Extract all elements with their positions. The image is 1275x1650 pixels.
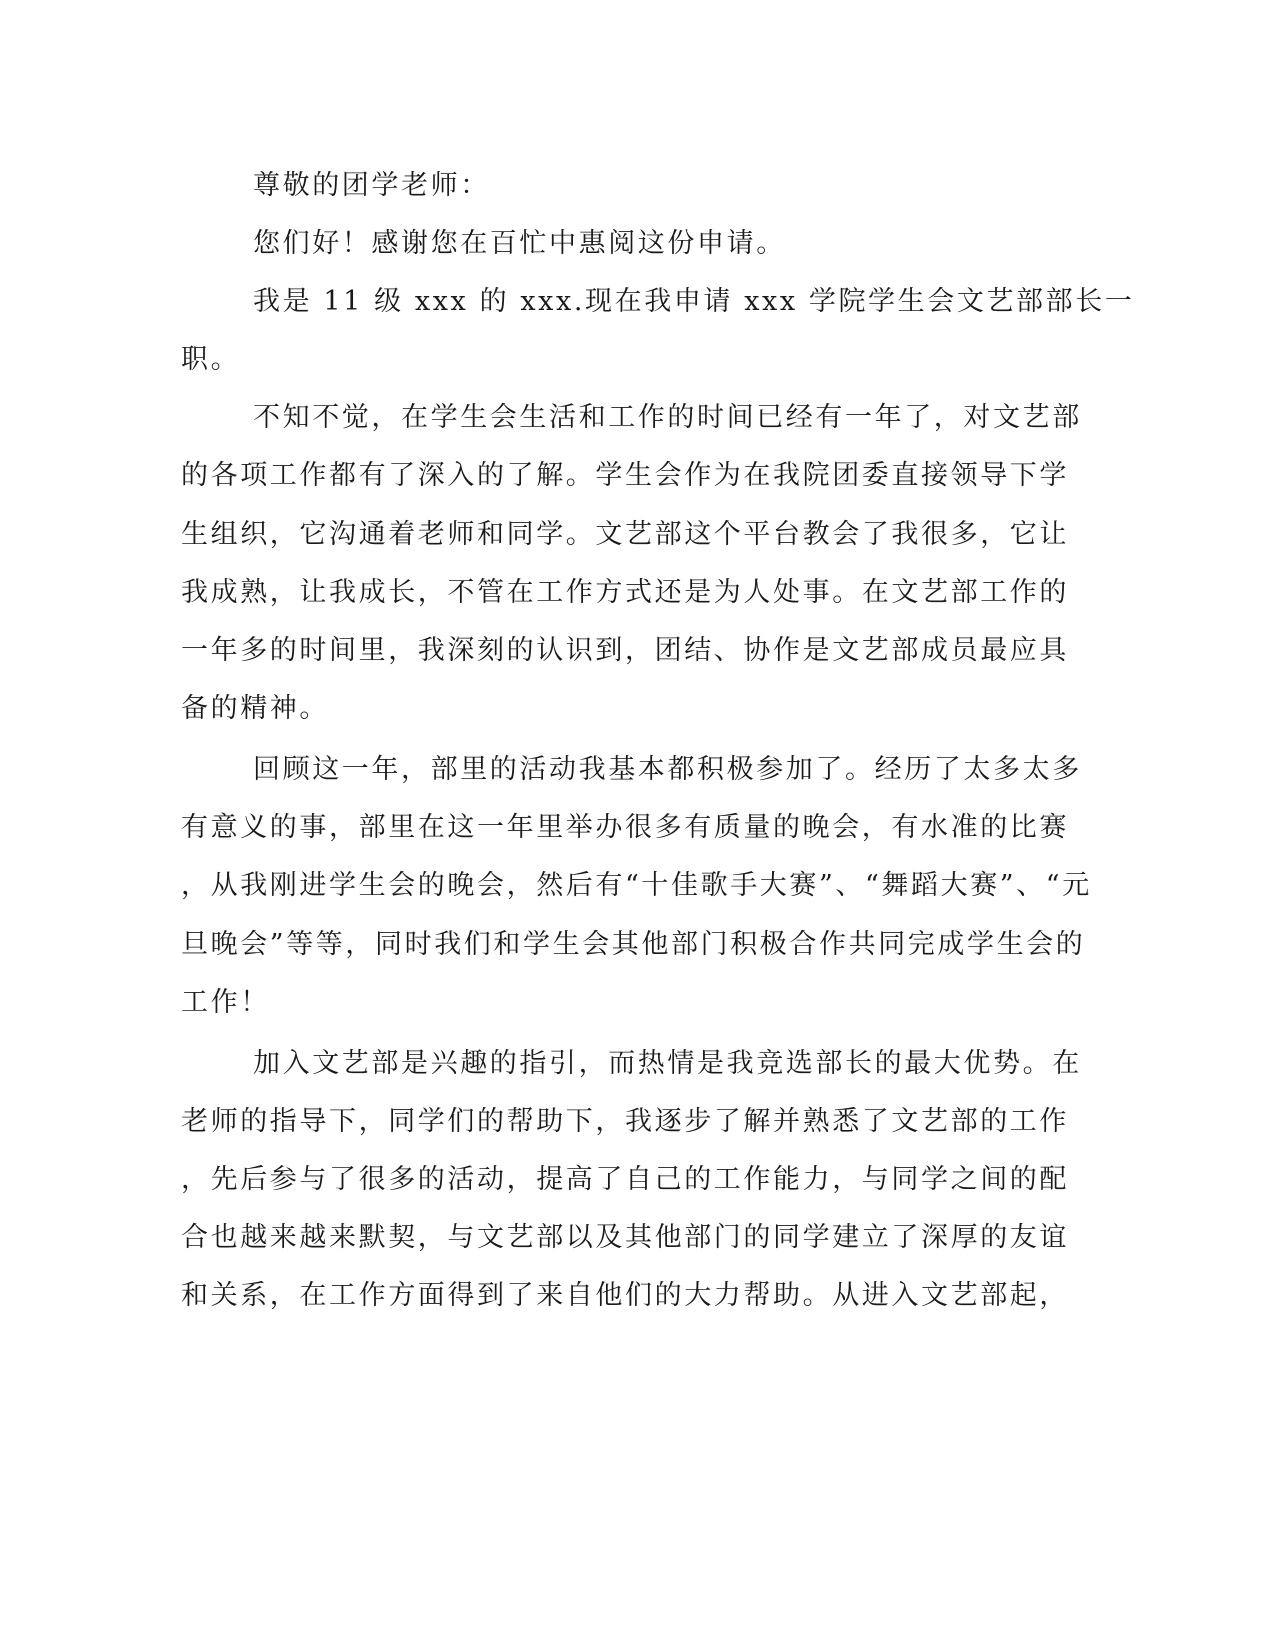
paragraph-line: 加入文艺部是兴趣的指引，而热情是我竞选部长的最大优势。在	[253, 1048, 1082, 1079]
paragraph-line: 合也越来越来默契，与文艺部以及其他部门的同学建立了深厚的友谊	[181, 1222, 1069, 1253]
paragraph-line: ，先后参与了很多的活动，提高了自己的工作能力，与同学之间的配	[181, 1164, 1069, 1195]
paragraph-line: 备的精神。	[181, 693, 329, 724]
paragraph-line: 老师的指导下，同学们的帮助下，我逐步了解并熟悉了文艺部的工作	[181, 1106, 1069, 1137]
paragraph-line: 和关系，在工作方面得到了来自他们的大力帮助。从进入文艺部起，	[181, 1280, 1069, 1311]
paragraph-line: 生组织，它沟通着老师和同学。文艺部这个平台教会了我很多，它让	[181, 519, 1069, 550]
salutation: 尊敬的团学老师：	[253, 170, 490, 201]
paragraph-line: 一年多的时间里，我深刻的认识到，团结、协作是文艺部成员最应具	[181, 635, 1069, 666]
paragraph-line: ，从我刚进学生会的晚会，然后有“十佳歌手大赛”、“舞蹈大赛”、“元	[181, 870, 1092, 901]
paragraph-line: 回顾这一年，部里的活动我基本都积极参加了。经历了太多太多	[253, 754, 1082, 785]
paragraph-line: 旦晚会”等等，同时我们和学生会其他部门积极合作共同完成学生会的	[181, 929, 1086, 960]
paragraph-line: 的各项工作都有了深入的了解。学生会作为在我院团委直接领导下学	[181, 460, 1069, 491]
paragraph-line: 我成熟，让我成长，不管在工作方式还是为人处事。在文艺部工作的	[181, 577, 1069, 608]
paragraph-line: 职。	[181, 344, 241, 375]
paragraph-line: 工作！	[181, 987, 270, 1018]
paragraph-line: 我是 11 级 xxx 的 xxx.现在我申请 xxx 学院学生会文艺部部长一	[253, 286, 1135, 317]
paragraph-line: 不知不觉，在学生会生活和工作的时间已经有一年了，对文艺部	[253, 402, 1082, 433]
paragraph-line: 有意义的事，部里在这一年里举办很多有质量的晚会，有水准的比赛	[181, 812, 1069, 843]
greeting: 您们好！感谢您在百忙中惠阅这份申请。	[253, 228, 786, 259]
